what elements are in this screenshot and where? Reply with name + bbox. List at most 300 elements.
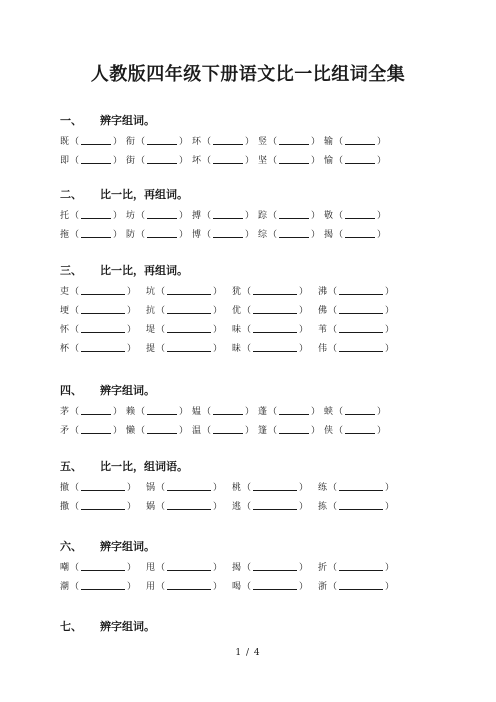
character: 托 <box>60 211 70 221</box>
character: 揭 <box>232 563 242 573</box>
character: 侠 <box>324 426 334 436</box>
character: 用 <box>146 582 156 592</box>
character: 撒 <box>60 502 70 512</box>
word-pair-item <box>126 153 189 166</box>
answer-blank[interactable] <box>81 482 125 491</box>
character: 潮 <box>60 582 70 592</box>
close-paren: ） <box>179 156 189 166</box>
word-row <box>60 153 450 167</box>
character: 坚 <box>258 156 268 166</box>
answer-blank[interactable] <box>167 305 211 314</box>
close-paren: ） <box>311 426 321 436</box>
close-paren: ） <box>385 344 395 354</box>
word-pair-item <box>60 284 137 297</box>
open-paren: （ <box>70 211 80 221</box>
open-paren: （ <box>242 502 252 512</box>
character: 嘲 <box>60 563 70 573</box>
word-pair-item <box>146 303 223 316</box>
answer-blank[interactable] <box>253 286 297 295</box>
close-paren: ） <box>245 426 255 436</box>
close-paren: ） <box>299 563 309 573</box>
section-number: 四、 <box>60 384 82 397</box>
open-paren: （ <box>202 211 212 221</box>
close-paren: ） <box>311 156 321 166</box>
answer-blank[interactable] <box>279 155 309 164</box>
answer-blank[interactable] <box>147 425 177 434</box>
word-pair-item <box>232 303 309 316</box>
word-row <box>60 404 450 418</box>
open-paren: （ <box>328 287 338 297</box>
character: 娲 <box>146 502 156 512</box>
answer-blank[interactable] <box>81 210 111 219</box>
character: 折 <box>318 563 328 573</box>
open-paren: （ <box>136 137 146 147</box>
open-paren: （ <box>136 211 146 221</box>
close-paren: ） <box>377 426 387 436</box>
section-number: 二、 <box>60 188 82 201</box>
word-row <box>60 208 450 222</box>
answer-blank[interactable] <box>279 425 309 434</box>
close-paren: ） <box>127 325 137 335</box>
character: 苇 <box>318 325 328 335</box>
answer-blank[interactable] <box>339 343 383 352</box>
page-title: 人教版四年级下册语文比一比组词全集 <box>90 64 406 85</box>
answer-blank[interactable] <box>345 155 375 164</box>
open-paren: （ <box>242 287 252 297</box>
close-paren: ） <box>245 407 255 417</box>
word-row <box>60 579 450 593</box>
open-paren: （ <box>242 582 252 592</box>
answer-blank[interactable] <box>279 210 309 219</box>
answer-blank[interactable] <box>167 343 211 352</box>
character: 搏 <box>192 211 202 221</box>
open-paren: （ <box>156 344 166 354</box>
word-row <box>60 480 450 494</box>
word-pair-item <box>318 341 395 354</box>
section-heading <box>60 618 155 634</box>
character: 输 <box>324 137 334 147</box>
open-paren: （ <box>328 563 338 573</box>
open-paren: （ <box>136 230 146 240</box>
word-pair-item <box>318 284 395 297</box>
answer-blank[interactable] <box>167 286 211 295</box>
answer-blank[interactable] <box>213 136 243 145</box>
answer-blank[interactable] <box>253 562 297 571</box>
character: 防 <box>126 230 136 240</box>
section-instruction: 辨字组词。 <box>100 384 155 397</box>
answer-blank[interactable] <box>345 136 375 145</box>
character: 提 <box>146 344 156 354</box>
answer-blank[interactable] <box>339 482 383 491</box>
answer-blank[interactable] <box>339 286 383 295</box>
open-paren: （ <box>268 407 278 417</box>
open-paren: （ <box>70 287 80 297</box>
character: 沸 <box>318 287 328 297</box>
answer-blank[interactable] <box>253 343 297 352</box>
answer-blank[interactable] <box>345 406 375 415</box>
word-pair-item <box>60 423 123 436</box>
word-row <box>60 134 450 148</box>
answer-blank[interactable] <box>339 562 383 571</box>
answer-blank[interactable] <box>147 229 177 238</box>
answer-blank[interactable] <box>81 425 111 434</box>
section-heading <box>60 186 188 202</box>
open-paren: （ <box>328 325 338 335</box>
answer-blank[interactable] <box>81 286 125 295</box>
close-paren: ） <box>245 137 255 147</box>
answer-blank[interactable] <box>279 229 309 238</box>
open-paren: （ <box>242 344 252 354</box>
word-pair-item <box>232 341 309 354</box>
close-paren: ） <box>377 211 387 221</box>
answer-blank[interactable] <box>81 229 111 238</box>
close-paren: ） <box>127 502 137 512</box>
close-paren: ） <box>377 230 387 240</box>
open-paren: （ <box>70 563 80 573</box>
word-row <box>60 322 450 336</box>
answer-blank[interactable] <box>339 305 383 314</box>
word-pair-item <box>126 208 189 221</box>
answer-blank[interactable] <box>213 406 243 415</box>
open-paren: （ <box>70 502 80 512</box>
open-paren: （ <box>156 287 166 297</box>
character: 甩 <box>146 563 156 573</box>
answer-blank[interactable] <box>167 482 211 491</box>
close-paren: ） <box>385 582 395 592</box>
word-pair-item <box>318 499 395 512</box>
open-paren: （ <box>334 137 344 147</box>
character: 综 <box>258 230 268 240</box>
answer-blank[interactable] <box>213 425 243 434</box>
answer-blank[interactable] <box>81 305 125 314</box>
answer-blank[interactable] <box>81 343 125 352</box>
close-paren: ） <box>245 211 255 221</box>
section-number: 六、 <box>60 540 82 553</box>
answer-blank[interactable] <box>81 581 125 590</box>
character: 堤 <box>146 325 156 335</box>
word-pair-item <box>258 208 321 221</box>
close-paren: ） <box>299 344 309 354</box>
open-paren: （ <box>156 325 166 335</box>
word-pair-item <box>60 303 137 316</box>
open-paren: （ <box>156 306 166 316</box>
section-heading <box>60 458 188 474</box>
character: 揭 <box>324 230 334 240</box>
open-paren: （ <box>268 156 278 166</box>
word-pair-item <box>258 153 321 166</box>
word-pair-item <box>324 423 387 436</box>
character: 桃 <box>232 483 242 493</box>
answer-blank[interactable] <box>167 324 211 333</box>
word-pair-item <box>126 423 189 436</box>
answer-blank[interactable] <box>345 229 375 238</box>
word-pair-item <box>60 341 137 354</box>
word-row <box>60 499 450 513</box>
close-paren: ） <box>179 230 189 240</box>
word-row <box>60 423 450 437</box>
close-paren: ） <box>385 563 395 573</box>
section-instruction: 比一比，组词语。 <box>100 460 188 473</box>
answer-blank[interactable] <box>253 581 297 590</box>
character: 拣 <box>318 502 328 512</box>
character: 衔 <box>126 137 136 147</box>
close-paren: ） <box>377 137 387 147</box>
close-paren: ） <box>385 325 395 335</box>
word-pair-item <box>318 480 395 493</box>
open-paren: （ <box>70 407 80 417</box>
open-paren: （ <box>70 325 80 335</box>
character: 拖 <box>60 230 70 240</box>
answer-blank[interactable] <box>253 324 297 333</box>
close-paren: ） <box>299 582 309 592</box>
close-paren: ） <box>127 287 137 297</box>
word-row <box>60 227 450 241</box>
character: 敬 <box>324 211 334 221</box>
answer-blank[interactable] <box>339 324 383 333</box>
open-paren: （ <box>334 156 344 166</box>
word-pair-item <box>232 579 309 592</box>
word-pair-item <box>126 134 189 147</box>
character: 抗 <box>146 306 156 316</box>
word-pair-item <box>60 153 123 166</box>
section-number: 一、 <box>60 114 82 127</box>
open-paren: （ <box>328 306 338 316</box>
open-paren: （ <box>268 230 278 240</box>
close-paren: ） <box>377 407 387 417</box>
close-paren: ） <box>299 287 309 297</box>
close-paren: ） <box>113 230 123 240</box>
close-paren: ） <box>213 502 223 512</box>
character: 矛 <box>60 426 70 436</box>
answer-blank[interactable] <box>339 501 383 510</box>
close-paren: ） <box>385 306 395 316</box>
answer-blank[interactable] <box>253 482 297 491</box>
close-paren: ） <box>127 563 137 573</box>
word-row <box>60 303 450 317</box>
character: 喝 <box>232 582 242 592</box>
close-paren: ） <box>213 563 223 573</box>
word-pair-item <box>60 480 137 493</box>
word-pair-item <box>324 153 387 166</box>
character: 环 <box>192 137 202 147</box>
close-paren: ） <box>113 407 123 417</box>
open-paren: （ <box>202 426 212 436</box>
character: 蓬 <box>258 407 268 417</box>
character: 温 <box>192 426 202 436</box>
open-paren: （ <box>202 156 212 166</box>
character: 坏 <box>192 156 202 166</box>
character: 懒 <box>126 426 136 436</box>
word-pair-item <box>146 499 223 512</box>
section-instruction: 辨字组词。 <box>100 540 155 553</box>
answer-blank[interactable] <box>345 210 375 219</box>
answer-blank[interactable] <box>345 425 375 434</box>
open-paren: （ <box>70 137 80 147</box>
close-paren: ） <box>385 287 395 297</box>
word-pair-item <box>60 227 123 240</box>
close-paren: ） <box>113 211 123 221</box>
word-pair-item <box>318 303 395 316</box>
answer-blank[interactable] <box>81 155 111 164</box>
section-heading <box>60 262 188 278</box>
section-heading <box>60 112 155 128</box>
open-paren: （ <box>136 407 146 417</box>
open-paren: （ <box>70 483 80 493</box>
character: 媪 <box>192 407 202 417</box>
answer-blank[interactable] <box>81 562 125 571</box>
section-heading <box>60 538 155 554</box>
open-paren: （ <box>242 325 252 335</box>
word-pair-item <box>232 284 309 297</box>
close-paren: ） <box>113 137 123 147</box>
word-pair-item <box>318 322 395 335</box>
answer-blank[interactable] <box>81 501 125 510</box>
word-pair-item <box>192 227 255 240</box>
close-paren: ） <box>213 325 223 335</box>
close-paren: ） <box>213 287 223 297</box>
word-pair-item <box>192 134 255 147</box>
open-paren: （ <box>334 426 344 436</box>
open-paren: （ <box>334 407 344 417</box>
open-paren: （ <box>334 211 344 221</box>
word-pair-item <box>192 208 255 221</box>
open-paren: （ <box>242 563 252 573</box>
word-pair-item <box>232 480 309 493</box>
word-row <box>60 560 450 574</box>
close-paren: ） <box>213 344 223 354</box>
close-paren: ） <box>299 306 309 316</box>
answer-blank[interactable] <box>167 581 211 590</box>
close-paren: ） <box>377 156 387 166</box>
character: 篷 <box>258 426 268 436</box>
close-paren: ） <box>245 230 255 240</box>
answer-blank[interactable] <box>147 136 177 145</box>
section-number: 三、 <box>60 264 82 277</box>
answer-blank[interactable] <box>339 581 383 590</box>
word-pair-item <box>258 227 321 240</box>
word-pair-item <box>146 579 223 592</box>
character: 撤 <box>60 483 70 493</box>
section-instruction: 辨字组词。 <box>100 620 155 633</box>
word-pair-item <box>324 404 387 417</box>
close-paren: ） <box>299 502 309 512</box>
character: 昧 <box>232 344 242 354</box>
close-paren: ） <box>127 344 137 354</box>
word-row <box>60 341 450 355</box>
character: 坊 <box>126 211 136 221</box>
word-pair-item <box>60 499 137 512</box>
open-paren: （ <box>70 156 80 166</box>
close-paren: ） <box>311 137 321 147</box>
character: 杯 <box>60 344 70 354</box>
answer-blank[interactable] <box>167 562 211 571</box>
section-instruction: 辨字组词。 <box>100 114 155 127</box>
close-paren: ） <box>299 483 309 493</box>
section-heading <box>60 382 155 398</box>
close-paren: ） <box>385 502 395 512</box>
answer-blank[interactable] <box>253 501 297 510</box>
word-pair-item <box>232 560 309 573</box>
open-paren: （ <box>268 137 278 147</box>
character: 吏 <box>60 287 70 297</box>
section-instruction: 比一比，再组词。 <box>100 188 188 201</box>
close-paren: ） <box>213 483 223 493</box>
word-pair-item <box>232 499 309 512</box>
character: 优 <box>232 306 242 316</box>
answer-blank[interactable] <box>279 406 309 415</box>
answer-blank[interactable] <box>81 324 125 333</box>
answer-blank[interactable] <box>213 155 243 164</box>
open-paren: （ <box>202 230 212 240</box>
open-paren: （ <box>202 137 212 147</box>
open-paren: （ <box>328 344 338 354</box>
section-number: 五、 <box>60 460 82 473</box>
word-pair-item <box>126 404 189 417</box>
word-pair-item <box>60 134 123 147</box>
character: 街 <box>126 156 136 166</box>
section-number: 七、 <box>60 620 82 633</box>
word-row <box>60 284 450 298</box>
answer-blank[interactable] <box>213 210 243 219</box>
page-number: 1 / 4 <box>235 648 261 658</box>
character: 博 <box>192 230 202 240</box>
word-pair-item <box>318 579 395 592</box>
answer-blank[interactable] <box>81 136 111 145</box>
word-pair-item <box>126 227 189 240</box>
close-paren: ） <box>299 325 309 335</box>
open-paren: （ <box>268 211 278 221</box>
close-paren: ） <box>127 582 137 592</box>
word-pair-item <box>192 423 255 436</box>
word-pair-item <box>324 227 387 240</box>
answer-blank[interactable] <box>81 406 111 415</box>
character: 蛱 <box>324 407 334 417</box>
character: 竖 <box>258 137 268 147</box>
word-pair-item <box>146 480 223 493</box>
answer-blank[interactable] <box>147 155 177 164</box>
open-paren: （ <box>70 230 80 240</box>
close-paren: ） <box>179 426 189 436</box>
word-pair-item <box>146 322 223 335</box>
close-paren: ） <box>127 483 137 493</box>
answer-blank[interactable] <box>167 501 211 510</box>
open-paren: （ <box>136 426 146 436</box>
answer-blank[interactable] <box>213 229 243 238</box>
open-paren: （ <box>70 344 80 354</box>
answer-blank[interactable] <box>147 210 177 219</box>
character: 即 <box>60 156 70 166</box>
character: 犹 <box>232 287 242 297</box>
open-paren: （ <box>268 426 278 436</box>
word-pair-item <box>60 404 123 417</box>
word-pair-item <box>324 134 387 147</box>
word-pair-item <box>146 284 223 297</box>
close-paren: ） <box>113 426 123 436</box>
close-paren: ） <box>179 211 189 221</box>
character: 逃 <box>232 502 242 512</box>
answer-blank[interactable] <box>279 136 309 145</box>
answer-blank[interactable] <box>253 305 297 314</box>
character: 坑 <box>146 287 156 297</box>
character: 锅 <box>146 483 156 493</box>
word-pair-item <box>60 208 123 221</box>
open-paren: （ <box>156 582 166 592</box>
character: 佛 <box>318 306 328 316</box>
open-paren: （ <box>328 483 338 493</box>
word-pair-item <box>232 322 309 335</box>
answer-blank[interactable] <box>147 406 177 415</box>
open-paren: （ <box>156 502 166 512</box>
